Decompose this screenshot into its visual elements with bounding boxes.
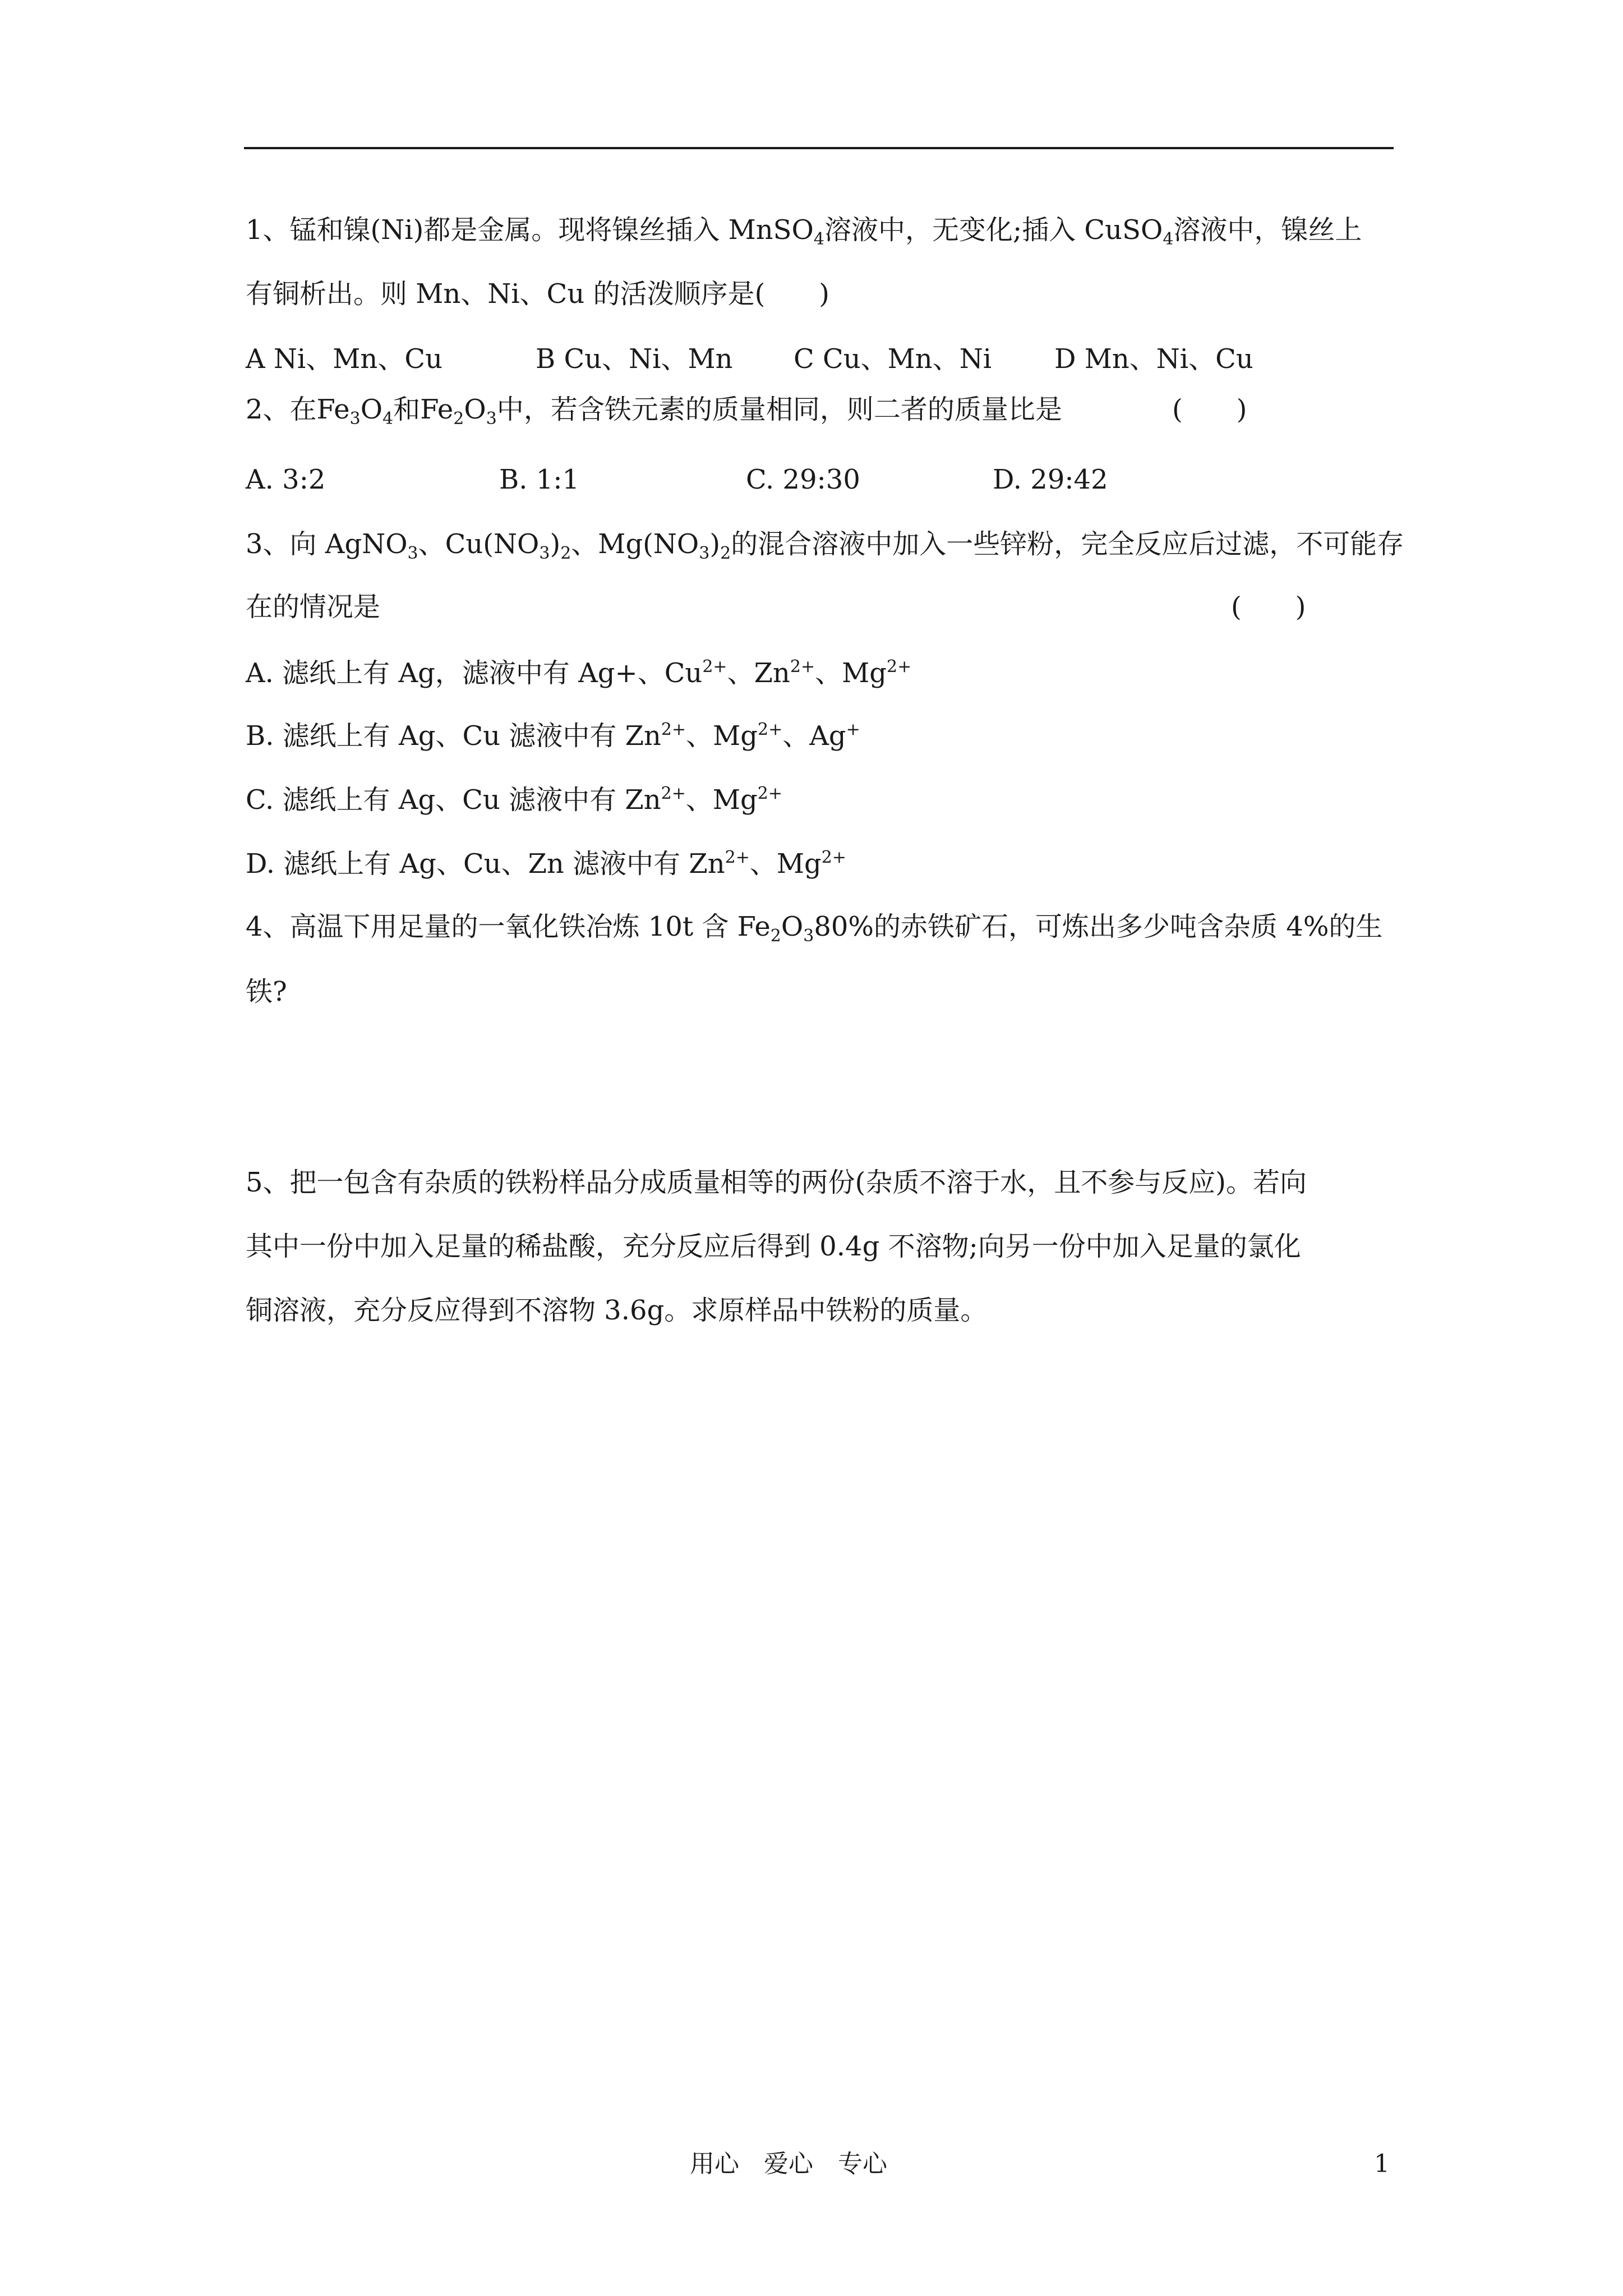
q3-option-a bbox=[246, 656, 911, 690]
q1-text-c: 溶液中，镍丝上 bbox=[1173, 214, 1362, 246]
q3-opt-a-sup-2: 2+ bbox=[790, 657, 815, 677]
q3-opt-a-text: A. 滤纸上有 Ag，滤液中有 Ag+、Cu bbox=[246, 657, 703, 689]
q2-text-d: O bbox=[464, 394, 486, 425]
q1-line-1 bbox=[246, 213, 1362, 247]
q3-opt-a-text-3: 、Mg bbox=[815, 657, 887, 689]
q3-opt-b-text: B. 滤纸上有 Ag、Cu 滤液中有 Zn bbox=[246, 720, 661, 752]
q3-opt-d-sup-1: 2+ bbox=[725, 848, 750, 867]
q2-line-1 bbox=[246, 393, 1062, 429]
q2-sub-4: 3 bbox=[486, 409, 497, 429]
q2-text-a: 2、在Fe bbox=[246, 394, 350, 425]
q2-option-c: C. 29:30 bbox=[746, 464, 860, 495]
q3-opt-d-text: D. 滤纸上有 Ag、Cu、Zn 滤液中有 Zn bbox=[246, 848, 725, 880]
q3-opt-a-sup-1: 2+ bbox=[702, 657, 727, 677]
q3-opt-d-sup-2: 2+ bbox=[821, 848, 846, 867]
q5-line-3: 铜溶液，充分反应得到不溶物 3.6g。求原样品中铁粉的质量。 bbox=[246, 1295, 988, 1326]
q4-text-a: 4、高温下用足量的一氧化铁冶炼 10t 含 Fe bbox=[246, 911, 771, 942]
q1-option-d: D Mn、Ni、Cu bbox=[1054, 343, 1253, 375]
q4-text-c: 80%的赤铁矿石，可炼出多少吨含杂质 4%的生 bbox=[814, 911, 1383, 942]
q2-sub-2: 4 bbox=[382, 409, 394, 429]
q3-option-d bbox=[246, 847, 846, 881]
q3-opt-d-text-2: 、Mg bbox=[749, 848, 822, 880]
q3-text-c: ) bbox=[550, 528, 561, 560]
q3-opt-c-text-2: 、Mg bbox=[685, 784, 758, 816]
q2-sub-3: 2 bbox=[453, 409, 464, 429]
q3-opt-c-text: C. 滤纸上有 Ag、Cu 滤液中有 Zn bbox=[246, 784, 661, 816]
q1-sub-2: 4 bbox=[1163, 229, 1174, 249]
q3-sub-1: 3 bbox=[407, 544, 418, 563]
q3-opt-b-text-2: 、Mg bbox=[686, 720, 758, 752]
q2-answer-bracket: ( ) bbox=[1172, 394, 1247, 425]
q5-line-2: 其中一份中加入足量的稀盐酸，充分反应后得到 0.4g 不溶物;向另一份中加入足量的氯化 bbox=[246, 1231, 1301, 1262]
q2-option-b: B. 1:1 bbox=[499, 464, 580, 495]
q1-line-2: 有铜析出。则 Mn、Ni、Cu 的活泼顺序是( ) bbox=[246, 278, 830, 310]
q4-text-b: O bbox=[781, 911, 804, 942]
q1-option-c: C Cu、Mn、Ni bbox=[794, 343, 992, 375]
q2-text-b: O bbox=[360, 394, 383, 425]
q3-text-f: 的混合溶液中加入一些锌粉，完全反应后过滤，不可能存 bbox=[731, 528, 1404, 560]
q2-text-c: 和Fe bbox=[393, 394, 454, 425]
q3-sub-3: 2 bbox=[560, 544, 571, 563]
q3-line-1 bbox=[246, 527, 1404, 561]
q3-text-e: ) bbox=[709, 528, 721, 560]
q3-answer-bracket: ( ) bbox=[1231, 591, 1306, 623]
q2-sub-1: 3 bbox=[349, 409, 361, 429]
q3-text-b: 、Cu(NO bbox=[418, 528, 540, 560]
q3-text-a: 3、向 AgNO bbox=[246, 528, 408, 560]
q2-option-d: D. 29:42 bbox=[993, 464, 1108, 495]
q3-opt-a-text-2: 、Zn bbox=[727, 657, 790, 689]
q1-text-a: 1、锰和镍(Ni)都是金属。现将镍丝插入 MnSO bbox=[246, 214, 814, 246]
q3-line-2: 在的情况是 bbox=[246, 591, 381, 623]
q4-line-2: 铁? bbox=[246, 976, 287, 1007]
q3-option-c bbox=[246, 783, 782, 817]
q1-text-b: 溶液中，无变化;插入 CuSO bbox=[824, 214, 1163, 246]
q5-line-1: 5、把一包含有杂质的铁粉样品分成质量相等的两份(杂质不溶于水，且不参与反应)。若向 bbox=[246, 1167, 1307, 1198]
q3-opt-b-text-3: 、Ag bbox=[782, 720, 846, 752]
q1-sub-1: 4 bbox=[813, 229, 824, 249]
q3-opt-b-sup-2: 2+ bbox=[758, 720, 783, 739]
q3-sub-5: 2 bbox=[720, 544, 731, 563]
q4-sub-2: 3 bbox=[803, 926, 814, 946]
q4-sub-1: 2 bbox=[770, 926, 781, 946]
q3-text-d: 、Mg(NO bbox=[571, 528, 699, 560]
q2-option-a: A. 3:2 bbox=[246, 464, 326, 495]
page-number: 1 bbox=[1374, 2150, 1390, 2178]
footer-motto: 用心 爱心 专心 bbox=[690, 2150, 887, 2178]
q3-opt-b-sup-1: 2+ bbox=[661, 720, 686, 739]
q3-opt-a-sup-3: 2+ bbox=[886, 657, 912, 677]
q1-option-b: B Cu、Ni、Mn bbox=[536, 343, 733, 375]
q3-sub-4: 3 bbox=[699, 544, 710, 563]
q2-text-e: 中，若含铁元素的质量相同，则二者的质量比是 bbox=[496, 394, 1062, 425]
q3-opt-c-sup-1: 2+ bbox=[661, 784, 686, 803]
q4-line-1 bbox=[246, 910, 1382, 944]
q1-option-a: A Ni、Mn、Cu bbox=[246, 343, 442, 375]
q3-opt-b-sup-3: + bbox=[846, 720, 860, 739]
q3-opt-c-sup-2: 2+ bbox=[757, 784, 782, 803]
q3-sub-2: 3 bbox=[539, 544, 550, 563]
header-rule bbox=[244, 147, 1394, 149]
q3-option-b bbox=[246, 719, 860, 753]
